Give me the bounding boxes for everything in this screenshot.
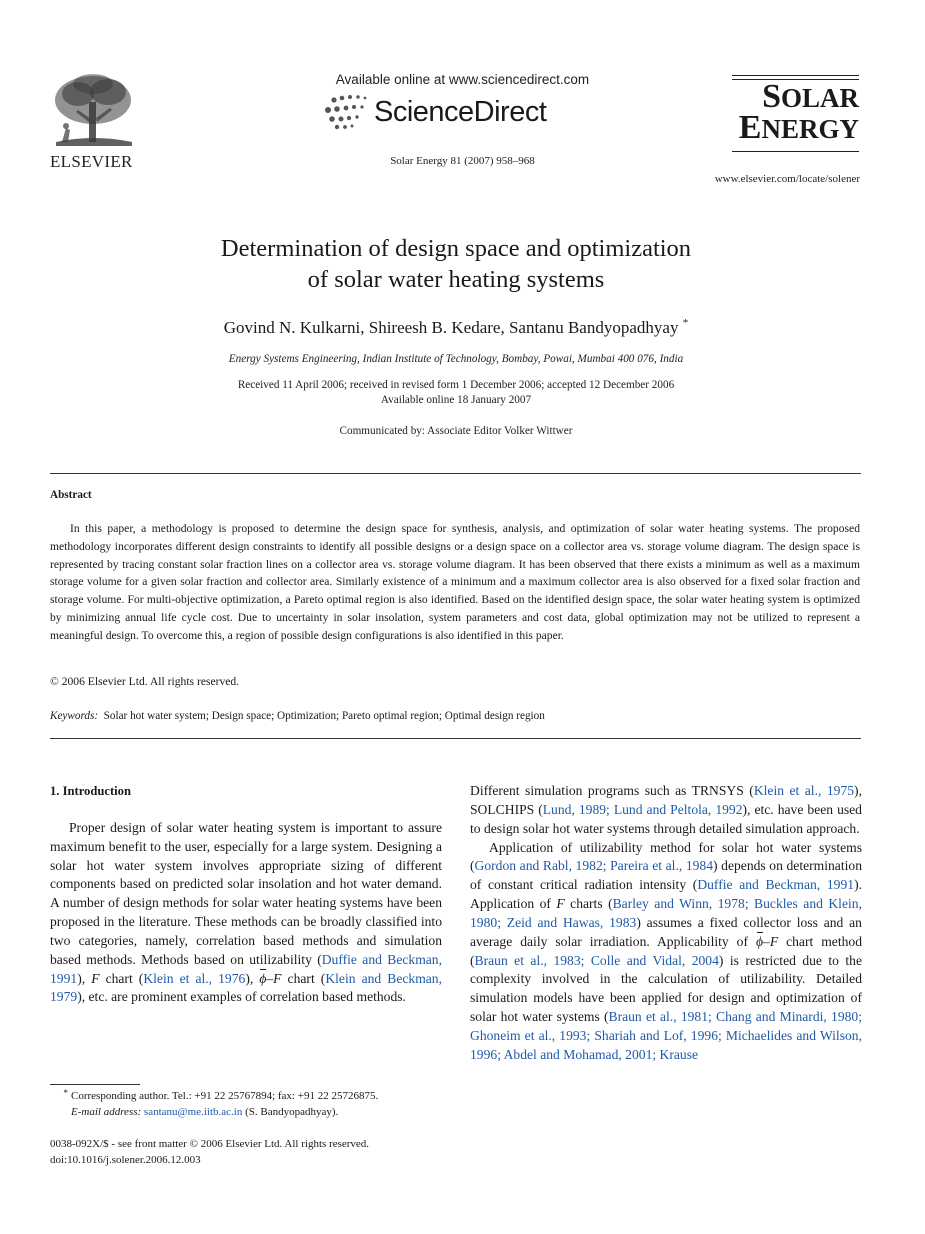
abstract-heading: Abstract — [50, 489, 92, 501]
f-symbol: F — [769, 933, 779, 949]
body-text: chart method ( — [470, 933, 862, 968]
journal-title-line2-rest: NERGY — [761, 114, 859, 144]
article-title-line2: of solar water heating systems — [307, 266, 605, 293]
citation-link[interactable]: Klein et al., 1975 — [753, 783, 855, 798]
abstract-copyright: © 2006 Elsevier Ltd. All rights reserved. — [50, 675, 240, 688]
abstract-body — [50, 520, 860, 645]
keywords-label: Keywords: — [50, 710, 99, 722]
communicated-by: Communicated by: Associate Editor Volker Wittwer — [339, 425, 573, 437]
phi-bar-symbol: ϕ — [755, 933, 764, 949]
abstract-top-rule — [50, 473, 861, 474]
email-owner: (S. Bandyopadhyay). — [245, 1105, 339, 1118]
intro-text: ), etc. are prominent examples of correlation based methods. — [77, 989, 406, 1005]
citation-link[interactable]: Braun et al., 1983; Colle and Vidal, 2004 — [474, 952, 719, 968]
intro-text: ), — [77, 970, 92, 986]
abstract-bottom-rule — [50, 738, 861, 739]
journal-reference: Solar Energy 81 (2007) 958–968 — [390, 155, 535, 167]
journal-title-initial-s: S — [762, 78, 781, 115]
f-symbol: F — [556, 896, 565, 912]
author-names: Govind N. Kulkarni, Shireesh B. Kedare, Santanu Bandyopadhyay — [223, 318, 679, 337]
body-text: Different simulation programs such as TRNSYS ( — [470, 783, 754, 798]
doi-link[interactable]: doi:10.1016/j.solener.2006.12.003 — [50, 1154, 201, 1166]
citation-link[interactable]: Duffie and Beckman, 1991 — [697, 877, 855, 893]
article-history — [0, 378, 912, 408]
body-text: ) is restricted due to the complexity involved in the calculation of utilizability. Detailed simulation models have been applied for design and optimization of solar hot water systems ( — [470, 952, 862, 1025]
left-column — [50, 782, 442, 1007]
f-symbol: F — [273, 970, 282, 986]
affiliation: Energy Systems Engineering, Indian Institute of Technology, Bombay, Powai, Mumbai 400 076, India — [228, 353, 684, 365]
keywords — [50, 710, 545, 722]
email-link[interactable]: santanu@me.iitb.ac.in — [143, 1105, 243, 1118]
article-title-line1: Determination of design space and optimization — [220, 235, 692, 262]
right-column — [470, 782, 862, 1065]
footnote-mark: * — [63, 1088, 68, 1098]
article-title — [0, 233, 912, 295]
sciencedirect-wordmark: ScienceDirect — [374, 95, 547, 128]
body-text: ) depends on determination of constant critical radiation intensity ( — [470, 858, 862, 893]
phi-bar-symbol: ϕ — [259, 970, 267, 986]
received-dates: Received 11 April 2006; received in revised form 1 December 2006; accepted 12 December 2006 — [237, 379, 675, 391]
publisher-name: ELSEVIER — [50, 152, 133, 171]
keywords-list: Solar hot water system; Design space; Optimization; Pareto optimal region; Optimal design region — [103, 710, 545, 722]
journal-title-logo — [732, 78, 859, 146]
intro-text: chart ( — [99, 970, 144, 986]
corresponding-author-footnote — [50, 1086, 450, 1120]
front-matter-info — [50, 1136, 369, 1168]
intro-text: chart ( — [281, 970, 326, 986]
journal-url-link[interactable]: www.elsevier.com/locate/solener — [714, 173, 860, 185]
citation-link[interactable]: Lund, 1989; Lund and Peltola, 1992 — [542, 801, 743, 817]
corresponding-author-contact: Corresponding author. Tel.: +91 22 25767894; fax: +91 22 25726875. — [71, 1090, 379, 1102]
citation-link[interactable]: Gordon and Rabl, 1982; Pareira et al., 1984 — [474, 858, 714, 874]
corresponding-author-mark[interactable]: * — [682, 317, 689, 329]
intro-text: ), — [245, 970, 260, 986]
available-online-date: Available online 18 January 2007 — [380, 394, 532, 406]
journal-title-initial-e: E — [738, 109, 762, 146]
body-text: – — [763, 933, 770, 949]
journal-title-rule-top-thin — [732, 79, 859, 80]
body-text: Application of utilizability method for solar hot water systems ( — [470, 839, 862, 874]
intro-paragraph-1 — [50, 819, 442, 1007]
body-text: ), SOLCHIPS ( — [470, 783, 862, 817]
footnote-rule — [50, 1084, 140, 1085]
intro-text: Proper design of solar water heating system is important to assure maximum benefit to the user, especially for a large system. Designing a solar hot water system involves appropriate sizing of different components based on predicted solar insolation and hot water demand. A number of design methods for solar water heating systems have been proposed in the literature. These methods can be broadly classified into two categories, namely, correlation based methods and simulation based methods. Methods based on utilizability ( — [50, 819, 442, 967]
right-paragraph-2 — [470, 839, 862, 1065]
email-label: E-mail address: — [71, 1105, 142, 1118]
sciencedirect-dots-icon — [322, 92, 372, 132]
issn-copyright: 0038-092X/$ - see front matter © 2006 Elsevier Ltd. All rights reserved. — [50, 1138, 370, 1150]
f-symbol: F — [91, 970, 100, 986]
citation-link[interactable]: Klein et al., 1976 — [143, 970, 246, 986]
citation-link[interactable]: Duffie and Beckman, 1991 — [50, 951, 442, 986]
intro-text: – — [266, 970, 274, 986]
body-text: charts ( — [564, 896, 613, 912]
body-text: ) assumes a fixed collector loss and an average daily solar irradiation. Applicability of — [470, 914, 862, 949]
journal-title-rule-bottom — [732, 151, 859, 152]
body-text: ). Application of — [470, 877, 862, 912]
abstract-text: In this paper, a methodology is proposed to determine the design space for synthesis, analysis, and optimization of solar water heating systems. The proposed methodology incorporates different design constraints to identify all possible designs or a design space on a collector area vs. storage volume diagram. The design space is represented by tracing constant solar fraction lines on a collector area vs. storage volume diagram. It has been observed that there exists a minimum as well as a maximum storage volume for a given solar fraction and collector area. Similarly existence of a minimum and a maximum collector area is also observed for a fixed solar fraction and storage volume. For multi-objective optimization, a Pareto optimal region is also identified. Based on the identified design space, the solar water heating system is optimized by minimizing annual life cycle cost. Due to uncertainty in solar insolation, system parameters and cost data, global optimization may not be utilized to represent a meaningful design. To overcome this, a region of possible design configurations is also identified in this paper. — [50, 522, 860, 642]
journal-title-line1-rest: OLAR — [780, 83, 859, 113]
citation-link[interactable]: Braun et al., 1981; Chang and Minardi, 1980; Ghoneim et al., 1993; Shariah and Lof, 1996; Michaelides and Wilson, 1996; Abdel and Mohamad, 2001; Krause — [470, 1009, 863, 1062]
author-list — [0, 317, 912, 338]
right-paragraph-1 — [470, 782, 862, 839]
journal-title-rule-top — [732, 75, 859, 76]
body-text: ), etc. have been used to design solar hot water systems through detailed simulation approach. — [470, 801, 862, 836]
available-online-text: Available online at www.sciencedirect.com — [335, 72, 590, 87]
citation-link[interactable]: Klein and Beckman, 1979 — [50, 970, 443, 1005]
sciencedirect-logo[interactable] — [322, 92, 546, 132]
citation-link[interactable]: Barley and Winn, 1978; Buckles and Klein, 1980; Zeid and Hawas, 1983 — [470, 896, 862, 930]
section-heading-introduction: 1. Introduction — [50, 784, 131, 798]
